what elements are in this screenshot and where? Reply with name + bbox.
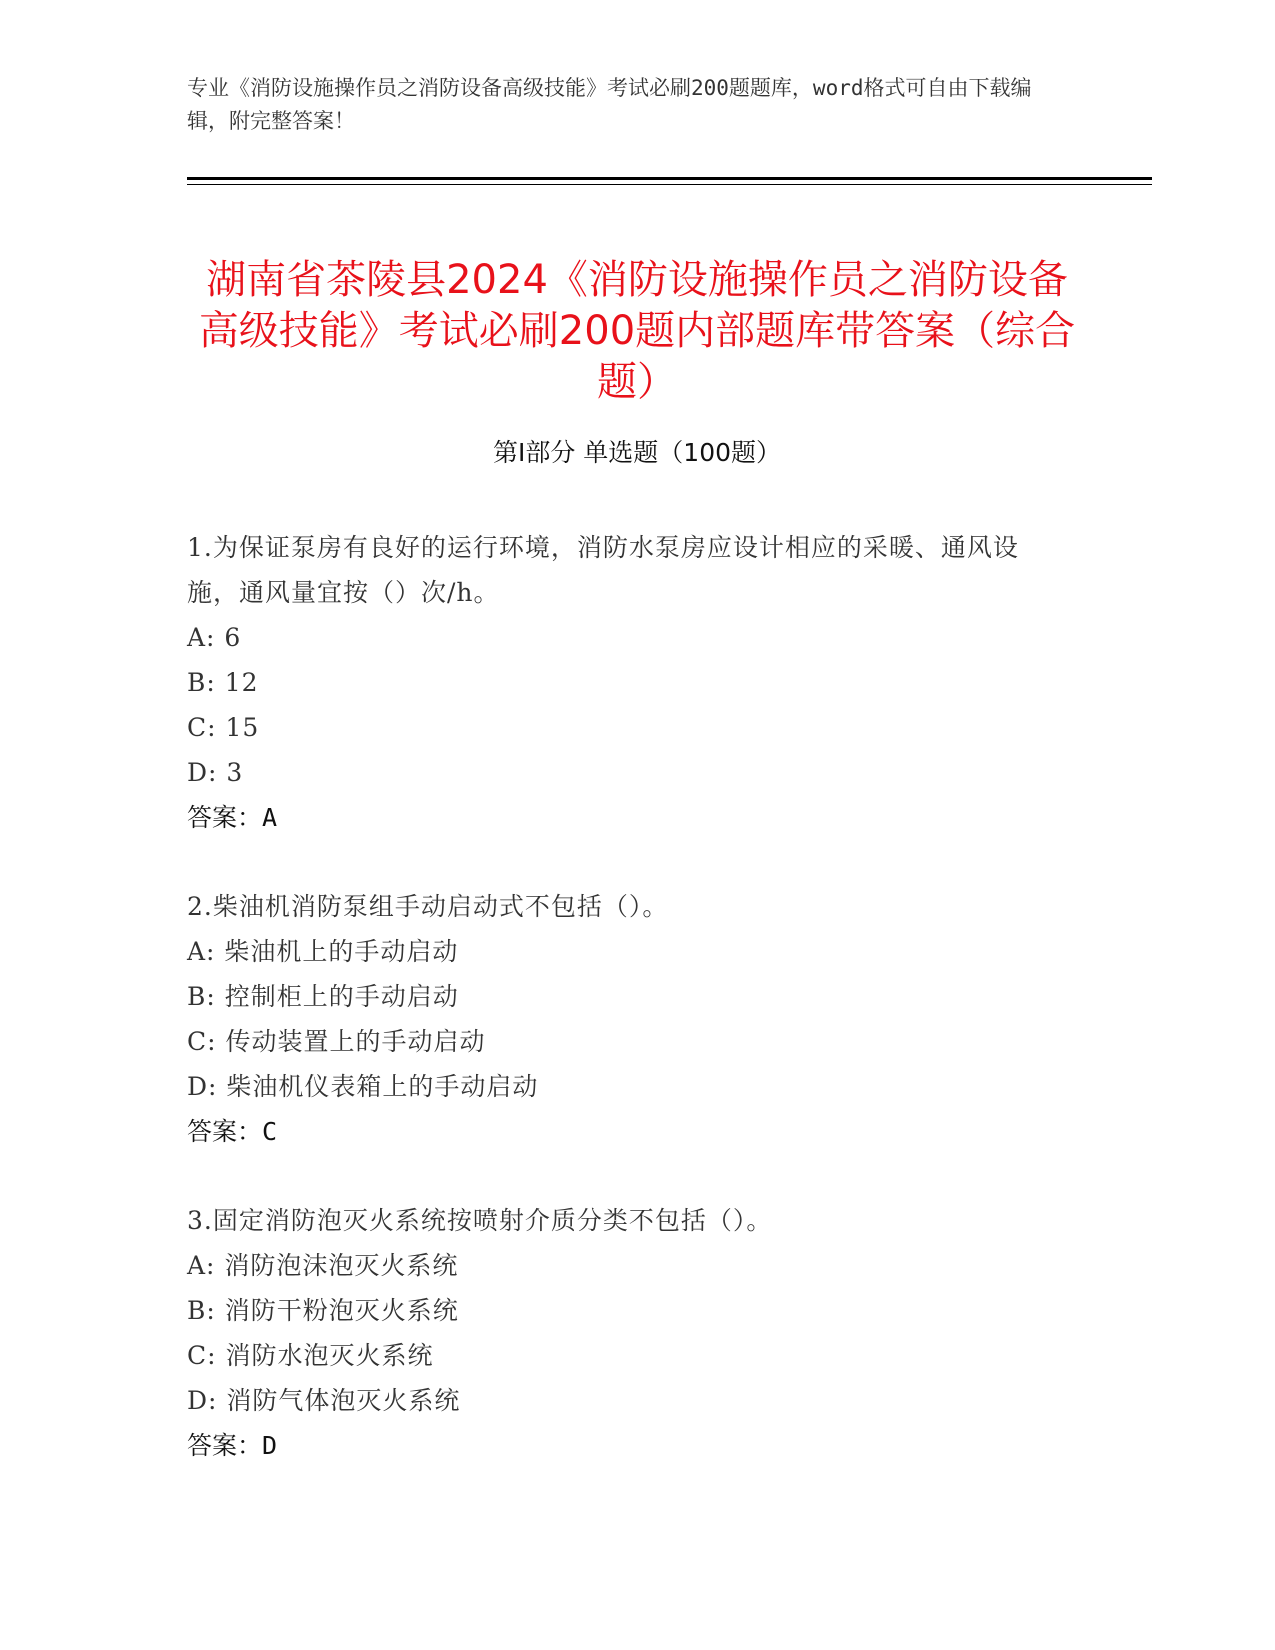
question-2 <box>187 884 1067 1154</box>
answer-line <box>187 1109 1067 1154</box>
answer-value: C <box>262 1117 278 1146</box>
option-d: D: 消防气体泡灭火系统 <box>187 1386 461 1415</box>
header-note: 专业《消防设施操作员之消防设备高级技能》考试必刷200题题库，word格式可自由下载编辑，附完整答案！ <box>187 76 1032 133</box>
question-text: 1.为保证泵房有良好的运行环境，消防水泵房应设计相应的采暖、通风设施，通风量宜按（）次/h。 <box>187 533 1019 607</box>
answer-value: A <box>262 803 278 832</box>
option-a: A: 消防泡沫泡灭火系统 <box>187 1251 459 1280</box>
question-1 <box>187 525 1067 840</box>
answer-line <box>187 1423 1067 1468</box>
question-list <box>187 525 1067 1512</box>
section-heading: 第Ⅰ部分 单选题（100题） <box>492 438 782 467</box>
answer-label: 答案： <box>187 1431 263 1460</box>
option-b: B: 控制柜上的手动启动 <box>187 982 459 1011</box>
option-c: C: 传动装置上的手动启动 <box>187 1027 486 1056</box>
document-title: 湖南省茶陵县2024《消防设施操作员之消防设备高级技能》考试必刷200题内部题库带答案（综合题） <box>198 256 1076 405</box>
answer-line <box>187 795 1067 840</box>
answer-label: 答案： <box>187 803 263 832</box>
answer-value: D <box>262 1431 278 1460</box>
option-d: D: 3 <box>187 758 244 787</box>
option-d: D: 柴油机仪表箱上的手动启动 <box>187 1072 539 1101</box>
question-text: 3.固定消防泡灭火系统按喷射介质分类不包括（）。 <box>187 1206 773 1235</box>
option-c: C: 消防水泡灭火系统 <box>187 1341 434 1370</box>
option-c: C: 15 <box>187 713 260 742</box>
option-b: B: 12 <box>187 668 259 697</box>
header-divider-thick <box>187 177 1152 180</box>
answer-label: 答案： <box>187 1117 263 1146</box>
option-a: A: 柴油机上的手动启动 <box>187 937 459 966</box>
question-3 <box>187 1198 1067 1468</box>
header-divider-thin <box>187 184 1152 185</box>
option-b: B: 消防干粉泡灭火系统 <box>187 1296 459 1325</box>
question-text: 2.柴油机消防泵组手动启动式不包括（）。 <box>187 892 669 921</box>
option-a: A: 6 <box>187 623 242 652</box>
